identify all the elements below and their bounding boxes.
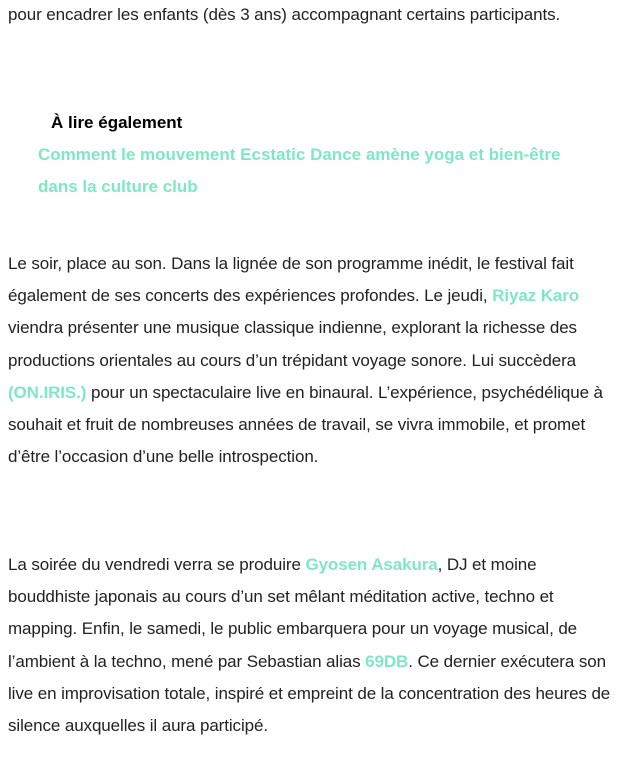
evening-text-3: pour un spectaculaire live en binaural. L’expérience, psychédélique à souhait et fruit de nombreuses années de travail, se vivra immobile, et promet d’être l’occasion d’une belle introspection. — [8, 382, 603, 467]
69db-link[interactable]: 69DB — [365, 651, 409, 671]
friday-paragraph — [8, 549, 614, 742]
friday-text-1: La soirée du vendredi verra se produire — [8, 555, 306, 574]
evening-text-2: viendra présenter une musique classique indienne, explorant la richesse des productions orientales au cours d’un trépidant voyage sonore. Lui succèdera — [8, 318, 577, 370]
friday-text-2: , DJ et moine bouddhiste japonais au cours d’un set mêlant méditation active, techno et mapping. Enfin, le samedi, le public embarquera pour un voyage musical, de l’ambient à la techno, mené par Sebastian alias — [8, 555, 578, 671]
read-also-box — [38, 108, 598, 203]
friday-text-3: . Ce dernier exécutera son live en improvisation totale, inspiré et empreint de la concentration des heures de silence auxquelles il aura participé. — [8, 651, 611, 736]
riyaz-karo-link[interactable]: Riyaz Karo — [492, 286, 580, 306]
gyosen-asakura-link[interactable]: Gyosen Asakura — [305, 555, 438, 574]
evening-paragraph — [8, 248, 614, 473]
intro-paragraph: pour encadrer les enfants (dès 3 ans) accompagnant certains participants. — [8, 5, 561, 24]
evening-text-1: Le soir, place au son. Dans la lignée de son programme inédit, le festival fait également de ses concerts des expériences profondes. Le jeudi, — [8, 254, 574, 306]
read-also-link[interactable]: Comment le mouvement Ecstatic Dance amène yoga et bien-être dans la culture club — [38, 145, 561, 196]
read-also-heading: À lire également — [51, 113, 183, 132]
on-iris-link[interactable]: (ON.IRIS.) — [8, 382, 87, 402]
